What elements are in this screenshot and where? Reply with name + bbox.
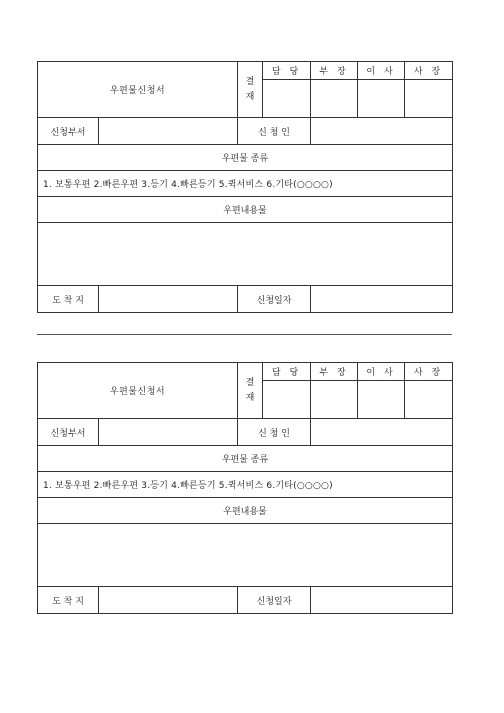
mail-type-options[interactable]: 1. 보통우편 2.빠른우편 3.등기 4.빠른등기 5.퀵서비스 6.기타(○○○○) [38,171,453,197]
role-president: 사 장 [405,363,453,381]
form-table [37,362,453,614]
sign-box-staff[interactable] [263,80,311,118]
approval-label-bottom: 재 [245,392,255,403]
mail-content-header: 우편내용물 [38,197,453,223]
mail-type-header: 우편물 종류 [38,145,453,171]
role-director: 이 사 [358,363,405,381]
role-manager: 부 장 [311,62,358,80]
mail-content-field[interactable] [38,524,453,587]
request-date-field[interactable] [311,587,453,614]
sign-box-director[interactable] [358,80,405,118]
destination-label: 도 착 지 [38,286,99,313]
form-title: 우편물신청서 [38,363,238,419]
form-title: 우편물신청서 [38,62,238,118]
mail-request-form-1 [37,61,452,312]
applicant-field[interactable] [311,118,453,145]
mail-content-field[interactable] [38,223,453,286]
sign-box-president[interactable] [405,80,453,118]
destination-field[interactable] [99,587,238,614]
dept-field[interactable] [99,118,238,145]
mail-type-header: 우편물 종류 [38,446,453,472]
applicant-label: 신 청 인 [238,419,311,446]
approval-label [238,363,263,419]
destination-field[interactable] [99,286,238,313]
request-date-label: 신청일자 [238,587,311,614]
sign-box-manager[interactable] [311,80,358,118]
destination-label: 도 착 지 [38,587,99,614]
applicant-field[interactable] [311,419,453,446]
dept-field[interactable] [99,419,238,446]
mail-type-options[interactable]: 1. 보통우편 2.빠른우편 3.등기 4.빠른등기 5.퀵서비스 6.기타(○○○○) [38,472,453,498]
approval-label [238,62,263,118]
role-director: 이 사 [358,62,405,80]
role-president: 사 장 [405,62,453,80]
request-date-label: 신청일자 [238,286,311,313]
approval-label-top: 결 [245,378,255,389]
sign-box-staff[interactable] [263,381,311,419]
applicant-label: 신 청 인 [238,118,311,145]
sign-box-director[interactable] [358,381,405,419]
mail-request-form-2 [37,362,452,613]
approval-label-top: 결 [245,77,255,88]
mail-content-header: 우편내용물 [38,498,453,524]
dept-label: 신청부서 [38,419,99,446]
role-staff: 담 당 [263,62,311,80]
sign-box-president[interactable] [405,381,453,419]
sign-box-manager[interactable] [311,381,358,419]
role-staff: 담 당 [263,363,311,381]
form-table [37,61,453,313]
request-date-field[interactable] [311,286,453,313]
cut-line-divider [37,334,452,335]
dept-label: 신청부서 [38,118,99,145]
approval-label-bottom: 재 [245,91,255,102]
role-manager: 부 장 [311,363,358,381]
